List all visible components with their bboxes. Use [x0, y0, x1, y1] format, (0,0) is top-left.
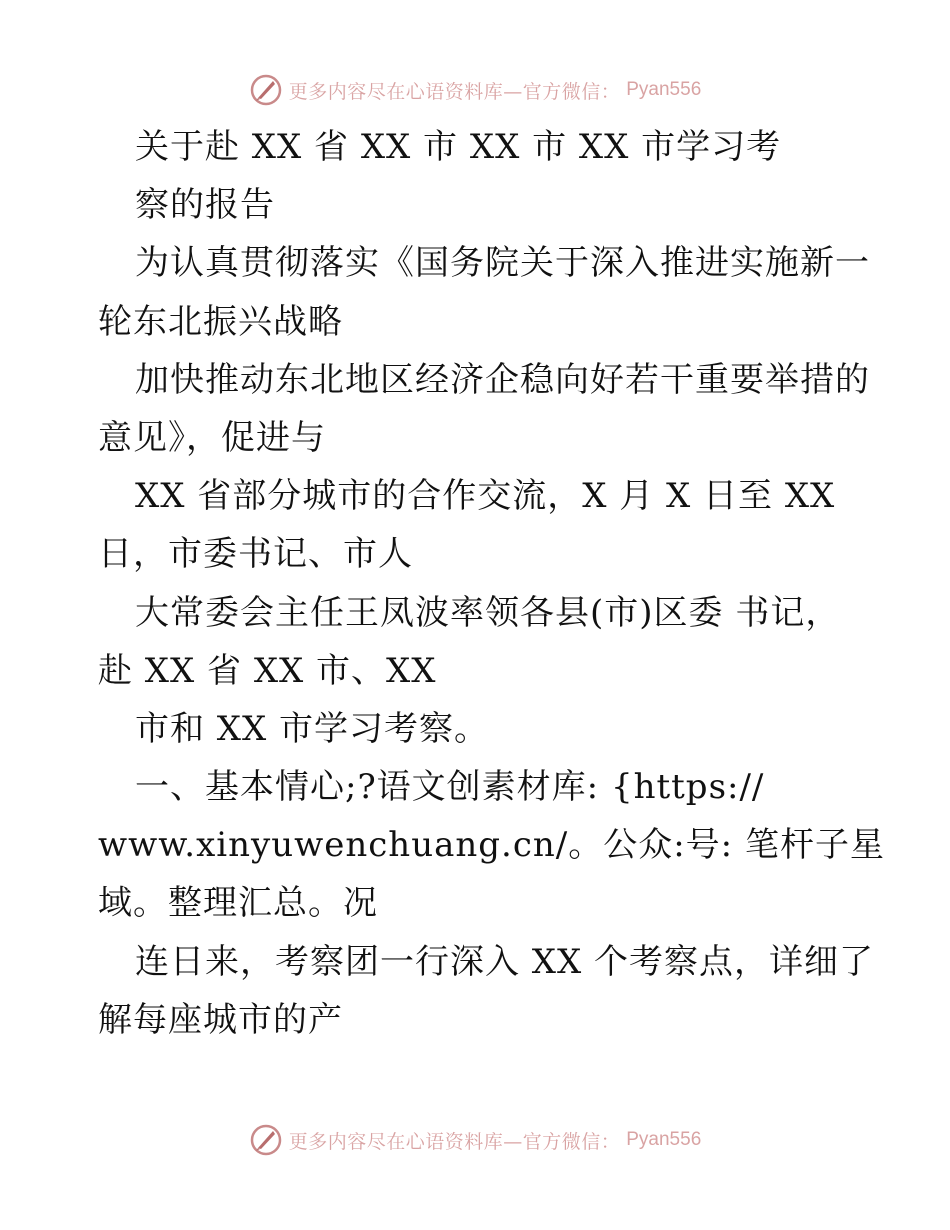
document-line: 解每座城市的产 — [98, 999, 343, 1040]
document-line: 关于赴 XX 省 XX 市 XX 市 XX 市学习考 — [135, 127, 782, 167]
document-line: 市和 XX 市学习考察。 — [135, 708, 490, 749]
document-line: 轮东北振兴战略 — [98, 301, 343, 342]
document-line: 加快推动东北地区经济企稳向好若干重要举措的 — [135, 359, 870, 400]
header-watermark — [0, 72, 950, 108]
footer-watermark — [0, 1122, 950, 1158]
watermark-text: 更多内容尽在心语资料库—官方微信： — [288, 80, 621, 103]
document-line: 域。整理汇总。况 — [98, 883, 378, 924]
document-line: 大常委会主任王凤波率领各县(市)区委 书记， — [135, 592, 841, 633]
watermark-wechat-id: Pyan556 — [626, 79, 702, 100]
quill-logo-icon — [249, 73, 283, 107]
document-line: 一、基本情心;?语文创素材库: {https:// — [135, 767, 765, 808]
document-line: XX 省部分城市的合作交流，X 月 X 日至 XX — [135, 476, 836, 517]
document-line: 意见》，促进与 — [98, 417, 326, 458]
document-line: www.xinyuwenchuang.cn/。公众:号: 笔杆子星 — [98, 825, 885, 866]
document-line: 日，市委书记、市人 — [98, 534, 413, 575]
document-line: 连日来，考察团一行深入 XX 个考察点，详细了 — [135, 941, 875, 982]
document-body — [98, 118, 885, 1049]
watermark-wechat-id: Pyan556 — [626, 1129, 702, 1150]
watermark-text: 更多内容尽在心语资料库—官方微信： — [288, 1130, 621, 1153]
document-line: 赴 XX 省 XX 市、XX — [98, 650, 437, 691]
document-line: 察的报告 — [135, 185, 275, 226]
document-line: 为认真贯彻落实《国务院关于深入推进实施新一 — [135, 243, 870, 284]
quill-logo-icon — [249, 1123, 283, 1157]
